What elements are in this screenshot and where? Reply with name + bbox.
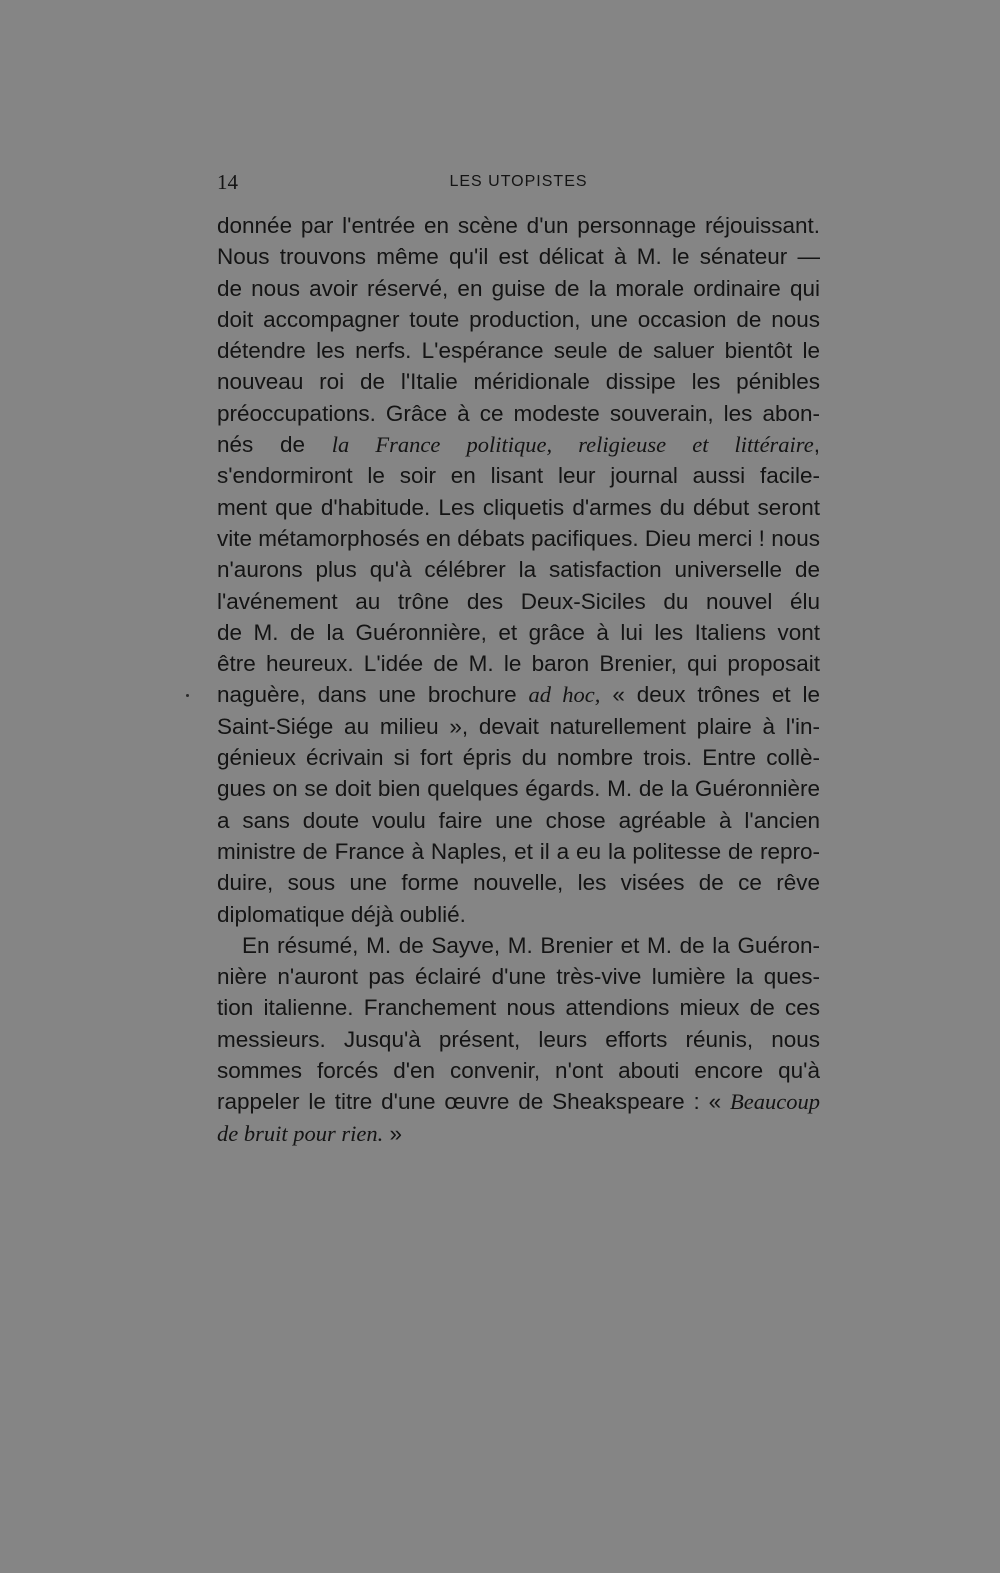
text-line: vite métamorphosés en débats pacifiques. Dieu merci ! nous bbox=[217, 525, 820, 551]
text-line: duire, sous une forme nouvelle, les visées de ce rêve bbox=[217, 870, 820, 896]
paragraph-1 bbox=[217, 210, 820, 930]
text-line: En résumé, M. de Sayve, M. Brenier et M. de la Guéron- bbox=[242, 932, 820, 958]
paragraph-2 bbox=[217, 930, 820, 1149]
text-line: gues on se doit bien quelques égards. M. de la Guéronnière bbox=[217, 776, 820, 802]
text-line bbox=[217, 1118, 820, 1149]
italic-text: la France politique, religieuse et littéraire bbox=[331, 432, 814, 458]
text-line: messieurs. Jusqu'à présent, leurs efforts réunis, nous bbox=[217, 1026, 820, 1052]
text-line: préoccupations. Grâce à ce modeste souverain, les abon- bbox=[217, 400, 820, 426]
text-line: détendre les nerfs. L'espérance seule de saluer bientôt le bbox=[217, 338, 820, 364]
text-line: n'aurons plus qu'à célébrer la satisfaction universelle de bbox=[217, 557, 820, 583]
text-line: de M. de la Guéronnière, et grâce à lui les Italiens vont bbox=[217, 619, 820, 645]
italic-text: ad hoc, bbox=[528, 682, 601, 708]
text-line bbox=[217, 1086, 820, 1117]
text-line bbox=[217, 429, 820, 460]
page-number: 14 bbox=[217, 170, 238, 194]
italic-text: Beaucoup bbox=[730, 1089, 820, 1115]
text-line: diplomatique déjà oublié. bbox=[217, 901, 466, 927]
text-line: nouveau roi de l'Italie méridionale dissipe les pénibles bbox=[217, 369, 820, 395]
text-line: sommes forcés d'en convenir, n'ont abouti encore qu'à bbox=[217, 1058, 820, 1084]
margin-mark bbox=[186, 694, 189, 697]
text-segment: « deux trônes et le bbox=[600, 682, 820, 708]
text-segment: nés de bbox=[217, 432, 332, 458]
text-line: nière n'auront pas éclairé d'une très-vive lumière la ques- bbox=[217, 964, 820, 990]
text-segment: naguère, dans une brochure bbox=[217, 682, 529, 708]
text-line: ministre de France à Naples, et il a eu la politesse de repro- bbox=[217, 838, 820, 864]
body-text bbox=[217, 210, 820, 1149]
text-line: être heureux. L'idée de M. le baron Brenier, qui proposait bbox=[217, 651, 820, 677]
text-line: donnée par l'entrée en scène d'un personnage réjouissant. bbox=[217, 213, 820, 238]
text-line: de nous avoir réservé, en guise de la morale ordinaire qui bbox=[217, 275, 820, 301]
running-title: LES UTOPISTES bbox=[449, 173, 588, 190]
italic-text: de bruit pour rien. bbox=[217, 1120, 384, 1146]
text-line: génieux écrivain si fort épris du nombre trois. Entre collè- bbox=[217, 745, 820, 771]
text-line: l'avénement au trône des Deux-Siciles du nouvel élu bbox=[217, 588, 820, 614]
text-line: ment que d'habitude. Les cliquetis d'armes du début seront bbox=[217, 494, 820, 520]
text-segment: rappeler le titre d'une œuvre de Sheakspeare : « bbox=[217, 1089, 731, 1115]
text-line: Saint-Siége au milieu », devait naturellement plaire à l'in- bbox=[217, 713, 820, 739]
text-segment: » bbox=[383, 1120, 403, 1146]
text-line: a sans doute voulu faire une chose agréable à l'ancien bbox=[217, 807, 820, 833]
text-line bbox=[217, 679, 820, 710]
text-line: tion italienne. Franchement nous attendions mieux de ces bbox=[217, 995, 820, 1021]
page-header bbox=[217, 170, 820, 196]
text-line: s'endormiront le soir en lisant leur journal aussi facile- bbox=[217, 463, 820, 489]
text-line: doit accompagner toute production, une occasion de nous bbox=[217, 306, 820, 332]
text-line: Nous trouvons même qu'il est délicat à M. le sénateur — bbox=[217, 244, 820, 270]
text-segment: , bbox=[813, 432, 820, 458]
